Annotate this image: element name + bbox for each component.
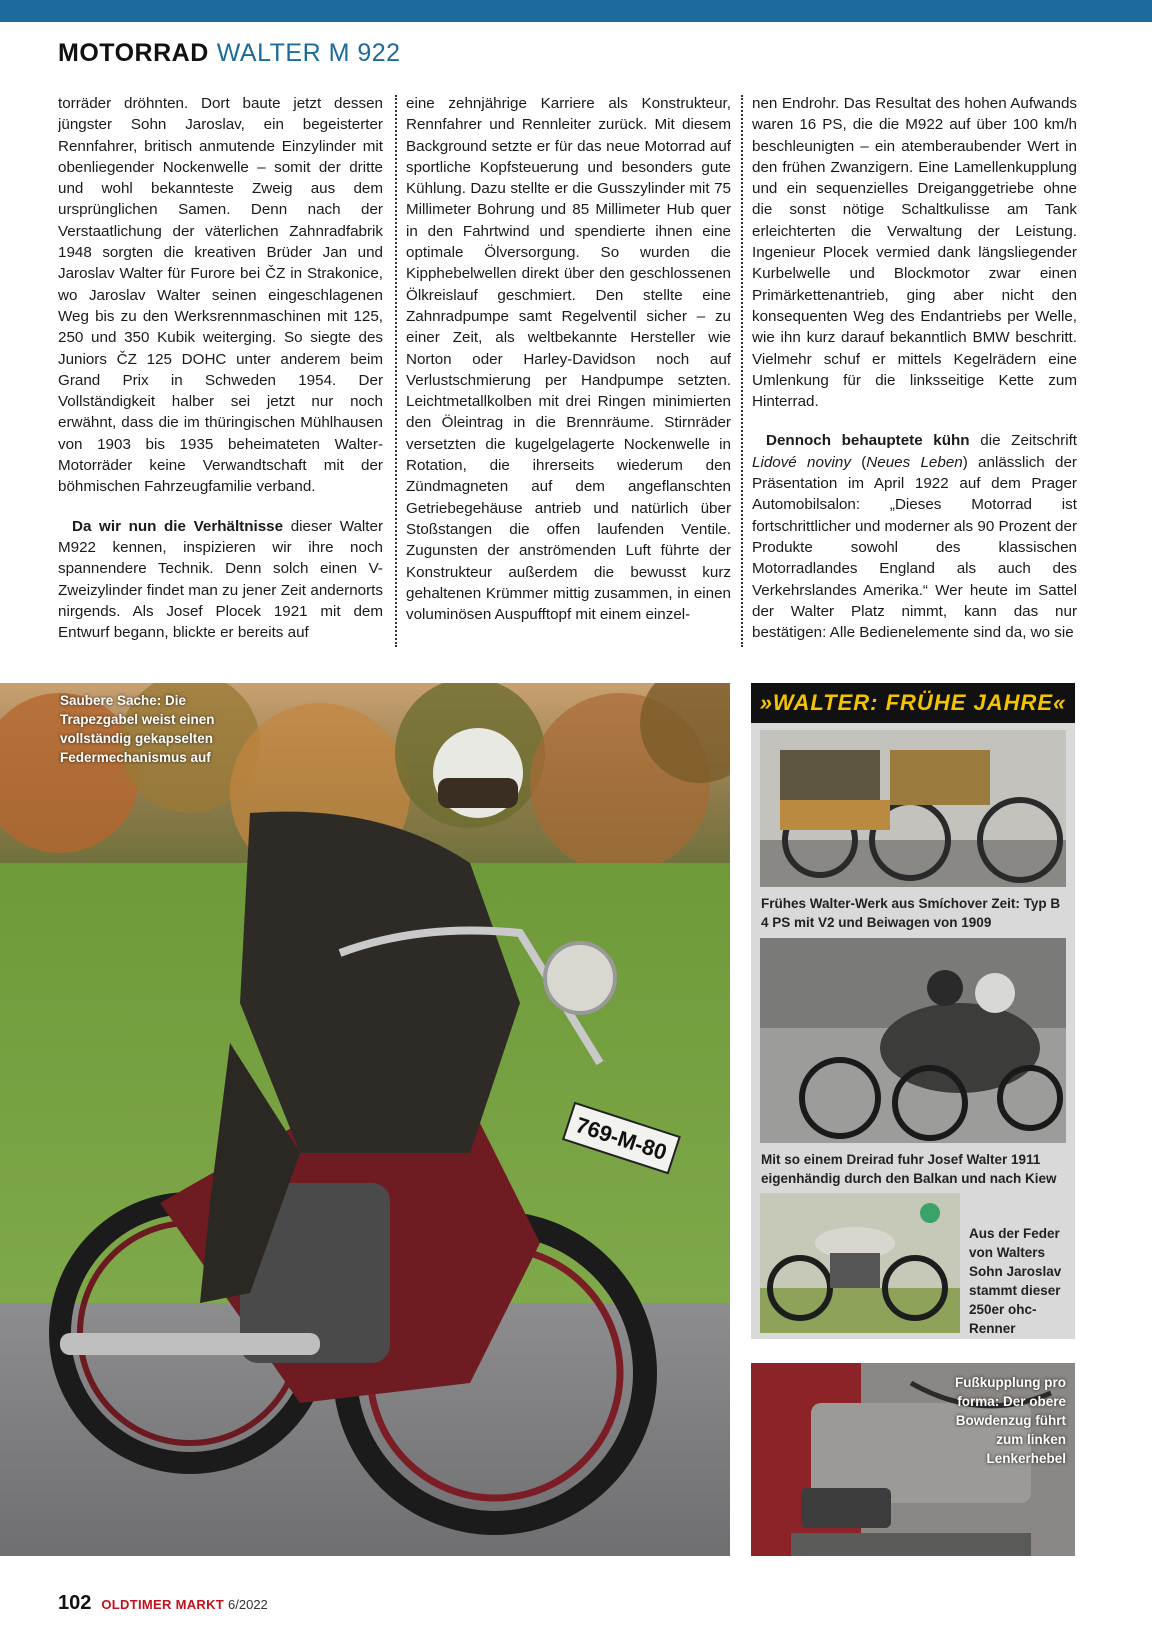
col3-paragraph-1: nen Endrohr. Das Resultat des hohen Aufwands waren 16 PS, die die M922 auf über 100 km/h beschleunigten – ein atemberaubender Wert in den frühen Zwanzigern. Eine Lamellenkupplung und ein sequenzielles Dreiganggetriebe ohne die sonst nötige Schaltkulisse am Tank erleichterten die Verwaltung der Leistung. Ingenieur Plocek vermied dank längsliegender Kurbelwelle und Blockmotor zwar einen Primärkettenantrieb, ging aber nicht den konsequenten Weg des Endantriebs per Welle, wie ihn kurz darauf bekanntlich BMW beschritt. Vielmehr schuf er mittels Kegelrädern eine Umlenkung für die linksseitige Kette zum Hinterrad. xyxy=(752,95,1077,411)
sidebar-photo-1 xyxy=(760,730,1066,887)
issue-number: 6/2022 xyxy=(228,1597,268,1612)
text-column-1 xyxy=(58,93,383,646)
top-color-bar xyxy=(0,0,1152,22)
text-column-2 xyxy=(406,93,731,646)
page-footer xyxy=(58,1590,268,1616)
col2-paragraph-1: eine zehnjährige Karriere als Konstrukteur, Rennfahrer und Rennleiter zurück. Mit diesem Background setzte er für das neue Motorrad auf sportliche Kopfsteuerung und besonders gute Kühlung. Dazu stellte er die Gusszylinder mit 75 Millimeter Bohrung und 85 Millimeter Hub quer in den Fahrtwind und spendierte ihnen eine optimale Ölversorgung. So wurden die Kipphebelwellen direkt über den geschlossenen Ölkreislauf geschmiert. Den stellte eine Zahnradpumpe samt Regelventil sicher – zu einer Zeit, als weltbekannte Hersteller wie Norton oder Harley-Davidson noch auf Verlustschmierung per Handpumpe setzten. Leichtmetallkolben mit drei Ringen minimierten den Öleintrag in die Brennräume. Stirnräder versetzten die kugelgelagerte Nockenwelle in Rotation, die ihrerseits wiederum den Zündmagneten auf dem angeflanschten Getriebegehäuse antrieb und natürlich über Stoßstangen die offen laufenden Ventile. Zugunsten der anströmenden Luft führte der Konstrukteur außerdem die bewusst kurz gehaltenen Krümmer mittig zusammen, in einen voluminösen Auspufftopf mit einem einzel- xyxy=(406,95,731,624)
page-header xyxy=(58,36,401,70)
col3-italic-2: Neues Leben xyxy=(866,453,963,471)
header-kicker: MOTORRAD xyxy=(58,39,209,67)
license-plate-text: 769-M-80 xyxy=(572,1112,670,1165)
main-photo-caption: Saubere Sache: Die Trapezgabel weist einen vollständig gekapselten Federmechanismus auf xyxy=(60,693,215,765)
magazine-name: OLDTIMER MARKT xyxy=(101,1597,225,1612)
col1-paragraph-1: torräder dröhnten. Dort baute jetzt dessen jüngster Sohn Jaroslav, ein begeisterter Rennfahrer, britisch anmutende Einzylinder mit obenliegender Nockenwelle – somit der dritte und wohl bekannteste Zweig aus dem ursprünglichen Samen. Denn nach der Verstaatlichung der väterlichen Zahnradfabrik 1948 sorgten die kreativen Brüder Jan und Jaroslav Walter für Furore bei ČZ in Strakonice, wo Jaroslav Walter seinen eingeschlagenen Weg bis zu den Werksrennmaschinen mit 125, 250 und 350 Kubik weiterging. So siegte des Juniors ČZ 125 DOHC unter anderem beim Grand Prix in Schweden 1954. Der Vollständigkeit halber sei jetzt nur noch erwähnt, dass die im thüringischen Mühlhausen von 1903 bis 1935 beheimateten Walter-Motorräder keine Verwandtschaft mit der böhmischen Fahrzeugfamilie verband. xyxy=(58,95,383,496)
sidebar-caption-2: Mit so einem Dreirad fuhr Josef Walter 1911 eigenhändig durch den Balkan und nach Kiew xyxy=(761,1152,1057,1186)
col3-text-a: die Zeitschrift xyxy=(969,432,1077,450)
col3-text-b: ( xyxy=(850,453,867,471)
col1-lead-in: Da wir nun die Verhältnisse xyxy=(72,517,284,535)
column-divider-2 xyxy=(741,95,743,647)
col3-paragraph-2 xyxy=(752,430,1077,643)
sidebar-photo-2 xyxy=(760,938,1066,1143)
header-model: WALTER M 922 xyxy=(216,39,401,67)
text-column-3 xyxy=(752,93,1077,646)
col3-lead-in: Dennoch behauptete kühn xyxy=(766,432,970,450)
sidebar-caption-1: Frühes Walter-Werk aus Smíchover Zeit: Typ B 4 PS mit V2 und Beiwagen von 1909 xyxy=(761,896,1061,930)
col1-paragraph-2-text: dieser Walter M922 kennen, inspizieren wir ihre noch spannendere Technik. Denn solch einen V-Zweizylinder findet man zu jener Zeit andernorts nirgends. Als Josef Plocek 1921 mit dem Entwurf begann, blickte er bereits auf xyxy=(58,517,383,642)
sidebar-title: »WALTER: FRÜHE JAHRE« xyxy=(759,690,1067,715)
sidebar-photo-3 xyxy=(760,1193,960,1333)
clutch-photo-caption: Fußkupplung pro forma: Der obere Bowdenzug führt zum linken Lenkerhebel xyxy=(955,1375,1066,1466)
main-motorcycle-photo xyxy=(0,683,730,1556)
col1-paragraph-2 xyxy=(58,516,383,644)
col3-text-c: ) anlässlich der Präsentation im April 1922 auf dem Prager Automobilsalon: „Dieses Motorrad ist fortschrittlicher und moderner als 90 Prozent der Produkte sowohl des klassischen Motorradlandes England als auch des Verkehrslandes Amerika.“ Wer heute im Sattel der Walter Platz nimmt, kann das nur bestätigen: Alle Bedienelemente sind da, wo sie xyxy=(752,453,1077,642)
col3-italic-1: Lidové noviny xyxy=(752,453,851,471)
column-divider-1 xyxy=(395,95,397,647)
page-number: 102 xyxy=(58,1592,92,1614)
sidebar-title-bar xyxy=(751,683,1075,723)
sidebar-caption-3: Aus der Feder von Walters Sohn Jaroslav stammt dieser 250er ohc-Renner xyxy=(969,1226,1062,1336)
